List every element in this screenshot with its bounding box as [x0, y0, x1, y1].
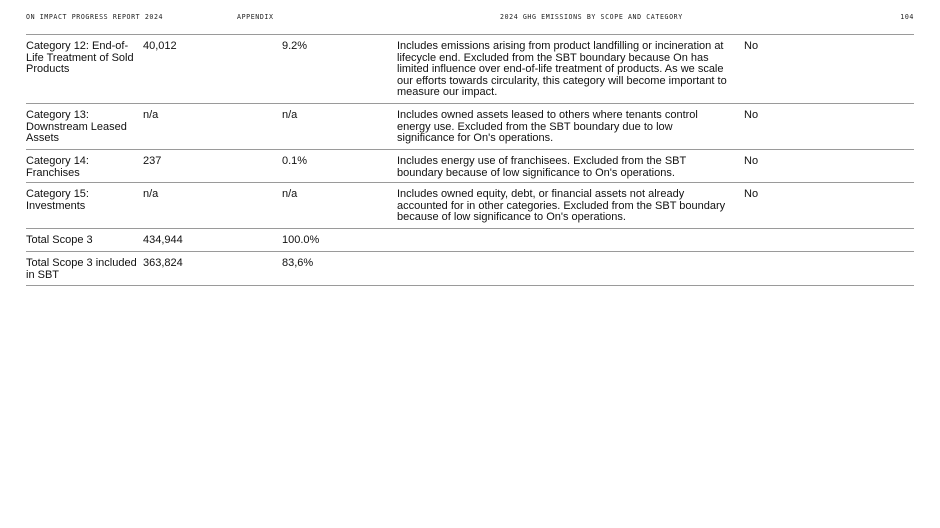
- category-name: Category 12: End-of-Life Treatment of Sold Products: [26, 40, 134, 76]
- table-row: [26, 104, 914, 150]
- table-row: [26, 35, 914, 104]
- category-description: Includes emissions arising from product landfilling or incineration at lifecycle end. Excluded from the SBT boundary because On has limited influence over end-of-life treatment of products. As we scale our efforts towards circularity, this category will become important to measure our impact.: [397, 40, 727, 99]
- emissions-percent: n/a: [282, 109, 298, 121]
- page-number: 104: [900, 13, 914, 21]
- total-sbt-name: Total Scope 3 included in SBT: [26, 257, 137, 281]
- category-description: Includes energy use of franchisees. Excluded from the SBT boundary because of low significance to On's operations.: [397, 155, 687, 179]
- sbt-included: No: [744, 109, 759, 121]
- emissions-value: n/a: [143, 188, 159, 200]
- table-row: [26, 150, 914, 183]
- table-row: [26, 183, 914, 229]
- sbt-included: No: [744, 40, 759, 52]
- sbt-included: No: [744, 188, 759, 200]
- emissions-percent: n/a: [282, 188, 298, 200]
- report-title: ON IMPACT PROGRESS REPORT 2024: [26, 13, 164, 21]
- page-title: 2024 GHG EMISSIONS BY SCOPE AND CATEGORY: [500, 13, 683, 21]
- page-header: [0, 13, 940, 25]
- category-name: Category 15: Investments: [26, 188, 89, 212]
- emissions-table: [26, 34, 914, 286]
- category-description: Includes owned assets leased to others where tenants control energy use. Excluded from the SBT boundary due to low significance for On's operations.: [397, 109, 698, 145]
- total-value: 434,944: [143, 234, 183, 246]
- category-description: Includes owned equity, debt, or financial assets not already accounted for in other categories. Excluded from the SBT boundary because of low significance to On's operations.: [397, 188, 726, 224]
- table-row: [26, 252, 914, 286]
- emissions-percent: 0.1%: [282, 155, 308, 167]
- emissions-value: 40,012: [143, 40, 177, 52]
- emissions-value: 237: [143, 155, 162, 167]
- emissions-percent: 9.2%: [282, 40, 308, 52]
- category-name: Category 14: Franchises: [26, 155, 89, 179]
- total-percent: 100.0%: [282, 234, 320, 246]
- total-sbt-percent: 83,6%: [282, 257, 314, 269]
- total-name: Total Scope 3: [26, 234, 93, 246]
- section-label: APPENDIX: [237, 13, 274, 21]
- total-sbt-value: 363,824: [143, 257, 183, 269]
- emissions-value: n/a: [143, 109, 159, 121]
- table-row: [26, 229, 914, 252]
- sbt-included: No: [744, 155, 759, 167]
- category-name: Category 13: Downstream Leased Assets: [26, 109, 127, 145]
